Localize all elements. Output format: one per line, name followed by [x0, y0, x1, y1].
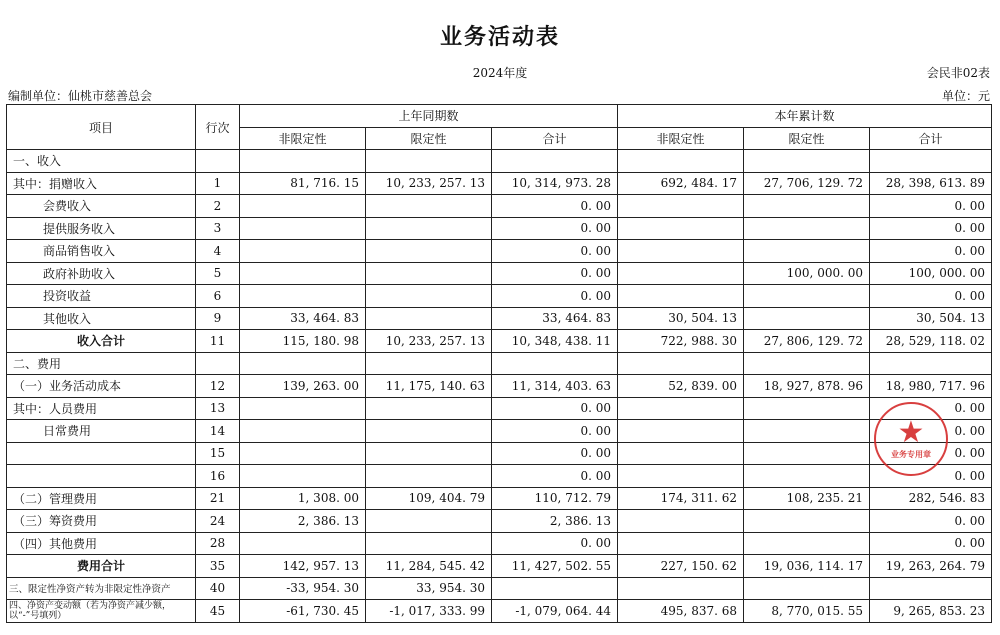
current-restricted-cell — [744, 442, 870, 465]
star-icon: ★ — [897, 414, 925, 450]
current-unrestricted-cell — [618, 532, 744, 555]
current-total-cell — [870, 352, 992, 375]
row-item-cell: 一、收入 — [7, 150, 196, 173]
prior-total-cell: 110, 712. 79 — [492, 487, 618, 510]
header-current-restricted: 限定性 — [744, 127, 870, 150]
prior-restricted-cell: 33, 954. 30 — [366, 577, 492, 600]
form-code: 会民非02表 — [926, 66, 990, 80]
current-unrestricted-cell: 227, 150. 62 — [618, 555, 744, 578]
row-item-cell: 会费收入 — [7, 195, 196, 218]
current-total-cell: 30, 504. 13 — [870, 307, 992, 330]
row-line-cell: 11 — [196, 330, 240, 353]
current-total-cell: 28, 398, 613. 89 — [870, 172, 992, 195]
prior-unrestricted-cell — [240, 217, 366, 240]
row-line-cell: 6 — [196, 285, 240, 308]
row-line-cell: 12 — [196, 375, 240, 398]
prior-total-cell: 0. 00 — [492, 465, 618, 488]
organization-label: 编制单位：仙桃市慈善总会 — [8, 89, 153, 103]
current-restricted-cell: 100, 000. 00 — [744, 262, 870, 285]
current-unrestricted-cell — [618, 150, 744, 173]
row-line-cell: 35 — [196, 555, 240, 578]
table-row — [7, 352, 992, 375]
current-restricted-cell — [744, 240, 870, 263]
current-restricted-cell: 27, 806, 129. 72 — [744, 330, 870, 353]
table-row — [7, 285, 992, 308]
current-unrestricted-cell: 722, 988. 30 — [618, 330, 744, 353]
current-restricted-cell — [744, 577, 870, 600]
current-total-cell: 0. 00 — [870, 420, 992, 443]
stamp-text: 业务专用章 — [891, 448, 931, 459]
report-title: 业务活动表 — [439, 24, 560, 50]
prior-restricted-cell — [366, 307, 492, 330]
row-item-cell: 日常费用 — [7, 420, 196, 443]
prior-total-cell: 0. 00 — [492, 532, 618, 555]
current-restricted-cell — [744, 420, 870, 443]
prior-restricted-cell — [366, 262, 492, 285]
row-line-cell: 45 — [196, 600, 240, 623]
current-total-cell: 0. 00 — [870, 510, 992, 533]
current-unrestricted-cell: 30, 504. 13 — [618, 307, 744, 330]
row-item-cell: 其中：捐赠收入 — [7, 172, 196, 195]
row-line-cell — [196, 352, 240, 375]
current-unrestricted-cell: 495, 837. 68 — [618, 600, 744, 623]
row-line-cell: 24 — [196, 510, 240, 533]
table-row — [7, 510, 992, 533]
current-restricted-cell: 18, 927, 878. 96 — [744, 375, 870, 398]
row-item-cell: （二）管理费用 — [7, 487, 196, 510]
row-item-cell: 费用合计 — [7, 555, 196, 578]
table-row — [7, 330, 992, 353]
prior-total-cell — [492, 352, 618, 375]
table-row — [7, 420, 992, 443]
current-unrestricted-cell: 692, 484. 17 — [618, 172, 744, 195]
prior-unrestricted-cell — [240, 195, 366, 218]
prior-total-cell: 33, 464. 83 — [492, 307, 618, 330]
prior-unrestricted-cell — [240, 532, 366, 555]
row-item-cell: （四）其他费用 — [7, 532, 196, 555]
prior-unrestricted-cell — [240, 420, 366, 443]
current-total-cell: 0. 00 — [870, 532, 992, 555]
table-row — [7, 307, 992, 330]
prior-restricted-cell — [366, 150, 492, 173]
current-unrestricted-cell — [618, 442, 744, 465]
prior-total-cell: 0. 00 — [492, 217, 618, 240]
prior-total-cell: 0. 00 — [492, 195, 618, 218]
prior-unrestricted-cell: -61, 730. 45 — [240, 600, 366, 623]
current-unrestricted-cell — [618, 217, 744, 240]
header-line: 行次 — [196, 105, 240, 150]
prior-total-cell: 0. 00 — [492, 285, 618, 308]
row-line-cell: 16 — [196, 465, 240, 488]
row-item-cell — [7, 442, 196, 465]
current-unrestricted-cell — [618, 465, 744, 488]
row-line-cell: 40 — [196, 577, 240, 600]
current-restricted-cell — [744, 195, 870, 218]
prior-unrestricted-cell: 1, 308. 00 — [240, 487, 366, 510]
current-unrestricted-cell — [618, 397, 744, 420]
current-restricted-cell — [744, 465, 870, 488]
prior-restricted-cell: 10, 233, 257. 13 — [366, 172, 492, 195]
table-row — [7, 465, 992, 488]
prior-unrestricted-cell: 81, 716. 15 — [240, 172, 366, 195]
current-restricted-cell — [744, 510, 870, 533]
table-row — [7, 600, 992, 623]
prior-restricted-cell — [366, 397, 492, 420]
current-total-cell: 19, 263, 264. 79 — [870, 555, 992, 578]
prior-unrestricted-cell — [240, 262, 366, 285]
row-line-cell: 3 — [196, 217, 240, 240]
prior-restricted-cell — [366, 420, 492, 443]
row-line-cell: 21 — [196, 487, 240, 510]
row-item-cell: 商品销售收入 — [7, 240, 196, 263]
header-prior-total: 合计 — [492, 127, 618, 150]
header-prior-restricted: 限定性 — [366, 127, 492, 150]
current-restricted-cell — [744, 397, 870, 420]
current-restricted-cell: 8, 770, 015. 55 — [744, 600, 870, 623]
current-total-cell: 100, 000. 00 — [870, 262, 992, 285]
current-restricted-cell: 27, 706, 129. 72 — [744, 172, 870, 195]
row-item-cell: 其中：人员费用 — [7, 397, 196, 420]
current-total-cell: 0. 00 — [870, 442, 992, 465]
table-row — [7, 532, 992, 555]
row-line-cell: 9 — [196, 307, 240, 330]
table-row — [7, 217, 992, 240]
table-row — [7, 397, 992, 420]
row-line-cell: 15 — [196, 442, 240, 465]
prior-unrestricted-cell: -33, 954. 30 — [240, 577, 366, 600]
current-unrestricted-cell — [618, 262, 744, 285]
current-restricted-cell — [744, 532, 870, 555]
current-restricted-cell — [744, 307, 870, 330]
table-row — [7, 375, 992, 398]
current-total-cell — [870, 577, 992, 600]
prior-unrestricted-cell: 142, 957. 13 — [240, 555, 366, 578]
prior-unrestricted-cell: 2, 386. 13 — [240, 510, 366, 533]
current-total-cell: 0. 00 — [870, 285, 992, 308]
header-prior-unrestricted: 非限定性 — [240, 127, 366, 150]
prior-total-cell: 10, 314, 973. 28 — [492, 172, 618, 195]
current-total-cell: 9, 265, 853. 23 — [870, 600, 992, 623]
prior-restricted-cell — [366, 465, 492, 488]
row-line-cell: 14 — [196, 420, 240, 443]
table-row — [7, 487, 992, 510]
row-item-cell: 其他收入 — [7, 307, 196, 330]
table-row — [7, 577, 992, 600]
current-restricted-cell — [744, 285, 870, 308]
prior-total-cell: -1, 079, 064. 44 — [492, 600, 618, 623]
prior-unrestricted-cell — [240, 285, 366, 308]
table-row — [7, 172, 992, 195]
prior-total-cell: 0. 00 — [492, 397, 618, 420]
prior-restricted-cell — [366, 240, 492, 263]
header-item: 项目 — [7, 105, 196, 150]
row-line-cell — [196, 150, 240, 173]
current-unrestricted-cell — [618, 240, 744, 263]
current-total-cell: 0. 00 — [870, 465, 992, 488]
current-restricted-cell — [744, 217, 870, 240]
current-restricted-cell: 19, 036, 114. 17 — [744, 555, 870, 578]
prior-total-cell — [492, 577, 618, 600]
prior-total-cell: 2, 386. 13 — [492, 510, 618, 533]
prior-restricted-cell — [366, 285, 492, 308]
current-unrestricted-cell: 52, 839. 00 — [618, 375, 744, 398]
table-row — [7, 240, 992, 263]
prior-total-cell — [492, 150, 618, 173]
prior-restricted-cell: -1, 017, 333. 99 — [366, 600, 492, 623]
prior-restricted-cell — [366, 217, 492, 240]
prior-total-cell: 10, 348, 438. 11 — [492, 330, 618, 353]
header-current-unrestricted: 非限定性 — [618, 127, 744, 150]
row-line-cell: 13 — [196, 397, 240, 420]
table-row — [7, 150, 992, 173]
current-unrestricted-cell — [618, 352, 744, 375]
report-period: 2024年度 — [472, 66, 528, 80]
current-unrestricted-cell — [618, 510, 744, 533]
prior-total-cell: 11, 427, 502. 55 — [492, 555, 618, 578]
row-line-cell: 5 — [196, 262, 240, 285]
row-line-cell: 1 — [196, 172, 240, 195]
prior-restricted-cell: 11, 175, 140. 63 — [366, 375, 492, 398]
table-row — [7, 195, 992, 218]
row-item-cell — [7, 465, 196, 488]
prior-total-cell: 0. 00 — [492, 262, 618, 285]
table-row — [7, 555, 992, 578]
prior-restricted-cell: 109, 404. 79 — [366, 487, 492, 510]
current-unrestricted-cell — [618, 577, 744, 600]
prior-unrestricted-cell: 33, 464. 83 — [240, 307, 366, 330]
row-item-cell: 投资收益 — [7, 285, 196, 308]
prior-unrestricted-cell — [240, 240, 366, 263]
row-item-cell: 收入合计 — [7, 330, 196, 353]
current-total-cell — [870, 150, 992, 173]
current-restricted-cell: 108, 235. 21 — [744, 487, 870, 510]
row-item-cell: （三）筹资费用 — [7, 510, 196, 533]
current-total-cell: 0. 00 — [870, 397, 992, 420]
prior-total-cell: 0. 00 — [492, 442, 618, 465]
row-item-cell: 政府补助收入 — [7, 262, 196, 285]
prior-restricted-cell — [366, 195, 492, 218]
current-total-cell: 282, 546. 83 — [870, 487, 992, 510]
current-total-cell: 0. 00 — [870, 195, 992, 218]
row-item-cell: 三、限定性净资产转为非限定性净资产 — [7, 577, 196, 600]
row-item-cell: 二、费用 — [7, 352, 196, 375]
table-body — [7, 150, 992, 623]
table-row — [7, 262, 992, 285]
prior-unrestricted-cell: 115, 180. 98 — [240, 330, 366, 353]
prior-unrestricted-cell — [240, 352, 366, 375]
prior-total-cell: 0. 00 — [492, 420, 618, 443]
header-current-total: 合计 — [870, 127, 992, 150]
prior-restricted-cell: 11, 284, 545. 42 — [366, 555, 492, 578]
row-line-cell: 28 — [196, 532, 240, 555]
prior-restricted-cell: 10, 233, 257. 13 — [366, 330, 492, 353]
table-row — [7, 442, 992, 465]
header-prior-group: 上年同期数 — [240, 105, 618, 128]
current-unrestricted-cell: 174, 311. 62 — [618, 487, 744, 510]
prior-restricted-cell — [366, 532, 492, 555]
row-item-cell: 四、净资产变动额（若为净资产减少额，以“-”号填列） — [7, 600, 196, 623]
row-line-cell: 2 — [196, 195, 240, 218]
seal-stamp — [874, 402, 948, 476]
prior-unrestricted-cell — [240, 465, 366, 488]
prior-restricted-cell — [366, 442, 492, 465]
current-total-cell: 0. 00 — [870, 240, 992, 263]
row-item-cell: （一）业务活动成本 — [7, 375, 196, 398]
prior-unrestricted-cell — [240, 397, 366, 420]
unit-label: 单位：元 — [941, 89, 990, 103]
current-unrestricted-cell — [618, 285, 744, 308]
prior-restricted-cell — [366, 510, 492, 533]
current-total-cell: 0. 00 — [870, 217, 992, 240]
current-total-cell: 28, 529, 118. 02 — [870, 330, 992, 353]
prior-unrestricted-cell — [240, 442, 366, 465]
row-item-cell: 提供服务收入 — [7, 217, 196, 240]
header-current-group: 本年累计数 — [618, 105, 992, 128]
current-total-cell: 18, 980, 717. 96 — [870, 375, 992, 398]
prior-total-cell: 11, 314, 403. 63 — [492, 375, 618, 398]
row-line-cell: 4 — [196, 240, 240, 263]
current-restricted-cell — [744, 352, 870, 375]
prior-unrestricted-cell: 139, 263. 00 — [240, 375, 366, 398]
current-unrestricted-cell — [618, 195, 744, 218]
prior-restricted-cell — [366, 352, 492, 375]
current-unrestricted-cell — [618, 420, 744, 443]
prior-unrestricted-cell — [240, 150, 366, 173]
activity-table — [6, 104, 992, 623]
current-restricted-cell — [744, 150, 870, 173]
prior-total-cell: 0. 00 — [492, 240, 618, 263]
